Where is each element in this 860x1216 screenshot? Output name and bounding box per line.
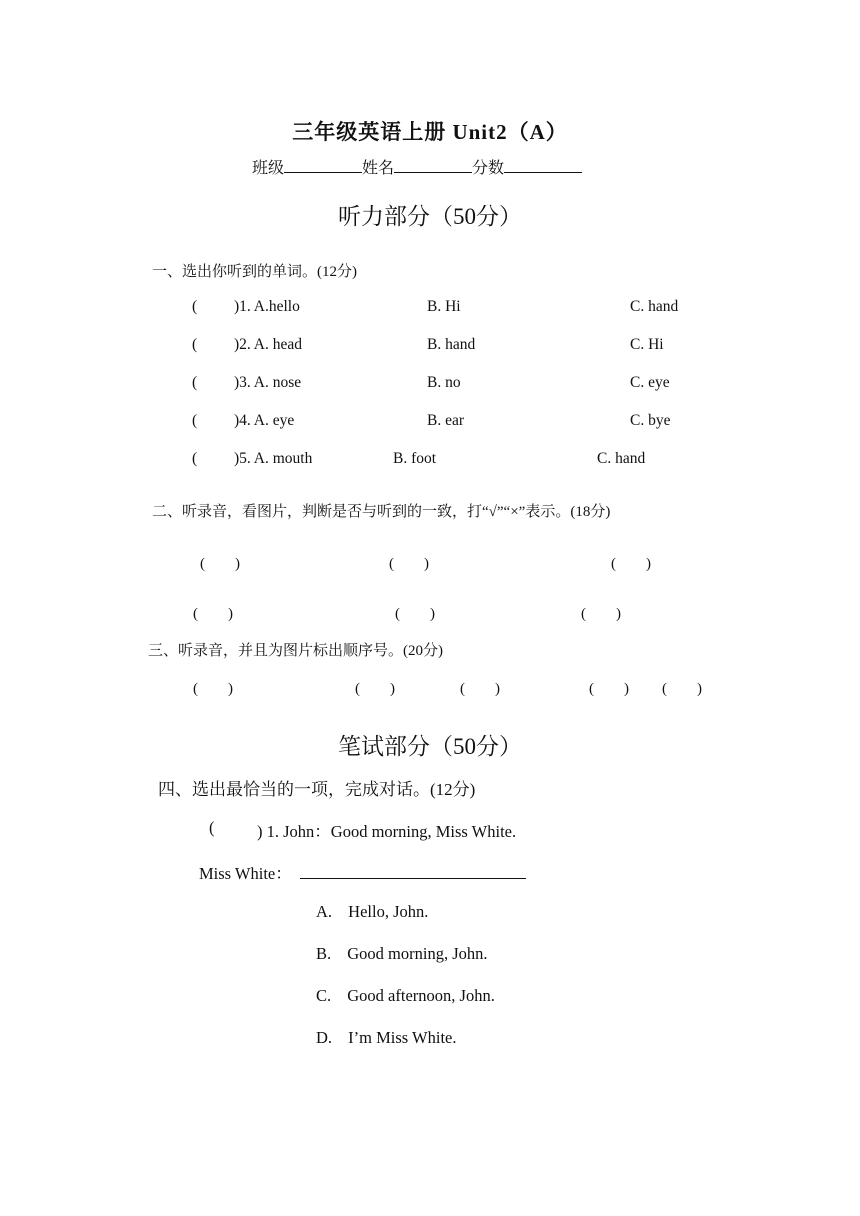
q5-option-b: B. foot bbox=[393, 450, 437, 467]
order-blank[interactable]: ( ) bbox=[662, 681, 702, 697]
answer-paren[interactable]: ( bbox=[192, 450, 198, 467]
listening-section-title: 听力部分（50分） bbox=[338, 204, 522, 229]
option-text: Hello, John. bbox=[348, 902, 429, 921]
answer-paren[interactable]: ( bbox=[192, 412, 198, 429]
page-title: 三年级英语上册 Unit2（A） bbox=[292, 120, 568, 144]
student-info bbox=[252, 155, 582, 178]
name-blank[interactable] bbox=[394, 158, 472, 173]
judge-blank[interactable]: ( ) bbox=[389, 556, 429, 572]
section-4-heading: 四、选出最恰当的一项，完成对话。(12分) bbox=[158, 780, 476, 799]
order-blank[interactable]: ( ) bbox=[460, 681, 500, 697]
answer-paren[interactable]: ( bbox=[192, 298, 198, 315]
q2-option-a: )2. A. head bbox=[234, 336, 303, 353]
dialogue-question-1: ) 1. John：Good morning, Miss White. bbox=[257, 822, 517, 841]
judge-blank[interactable]: ( ) bbox=[611, 556, 651, 572]
response-blank[interactable] bbox=[300, 866, 526, 879]
q2-option-b: B. hand bbox=[427, 336, 476, 353]
order-blank[interactable]: ( ) bbox=[355, 681, 395, 697]
option-letter: D. bbox=[316, 1028, 333, 1047]
option-letter: A. bbox=[316, 902, 333, 921]
q4-option-a: )4. A. eye bbox=[234, 412, 295, 429]
judge-blank[interactable]: ( ) bbox=[200, 556, 240, 572]
speaker-label: Miss White： bbox=[199, 864, 292, 883]
dialogue-response-line bbox=[199, 860, 526, 884]
q1-answer-paren[interactable]: ( bbox=[209, 818, 215, 837]
judge-blank[interactable]: ( ) bbox=[395, 606, 435, 622]
answer-paren[interactable]: ( bbox=[192, 374, 198, 391]
section-1-heading: 一、选出你听到的单词。(12分) bbox=[152, 264, 357, 280]
option-b bbox=[316, 944, 488, 964]
option-text: Good morning, John. bbox=[347, 944, 488, 963]
q5-option-a: )5. A. mouth bbox=[234, 450, 313, 467]
writing-section-title: 笔试部分（50分） bbox=[338, 734, 522, 759]
q4-option-c: C. bye bbox=[630, 412, 671, 429]
q4-option-b: B. ear bbox=[427, 412, 465, 429]
q1-option-c: C. hand bbox=[630, 298, 679, 315]
q2-option-c: C. Hi bbox=[630, 336, 664, 353]
order-blank[interactable]: ( ) bbox=[589, 681, 629, 697]
option-letter: C. bbox=[316, 986, 332, 1005]
option-text: Good afternoon, John. bbox=[347, 986, 495, 1005]
q3-option-c: C. eye bbox=[630, 374, 670, 391]
option-c bbox=[316, 986, 495, 1006]
option-d bbox=[316, 1028, 457, 1048]
judge-blank[interactable]: ( ) bbox=[193, 606, 233, 622]
option-a bbox=[316, 902, 428, 922]
q3-option-a: )3. A. nose bbox=[234, 374, 302, 391]
score-label: 分数 bbox=[472, 160, 505, 177]
q1-option-a: )1. A.hello bbox=[234, 298, 300, 315]
option-text: I’m Miss White. bbox=[348, 1028, 457, 1047]
q3-option-b: B. no bbox=[427, 374, 461, 391]
section-2-heading: 二、听录音，看图片，判断是否与听到的一致，打“√”“×”表示。(18分) bbox=[152, 504, 611, 520]
q1-option-b: B. Hi bbox=[427, 298, 461, 315]
name-label: 姓名 bbox=[362, 160, 395, 177]
option-letter: B. bbox=[316, 944, 332, 963]
class-label: 班级 bbox=[252, 160, 285, 177]
q5-option-c: C. hand bbox=[597, 450, 646, 467]
section-3-heading: 三、听录音，并且为图片标出顺序号。(20分) bbox=[148, 643, 443, 659]
order-blank[interactable]: ( ) bbox=[193, 681, 233, 697]
class-blank[interactable] bbox=[284, 158, 362, 173]
answer-paren[interactable]: ( bbox=[192, 336, 198, 353]
judge-blank[interactable]: ( ) bbox=[581, 606, 621, 622]
score-blank[interactable] bbox=[504, 158, 582, 173]
